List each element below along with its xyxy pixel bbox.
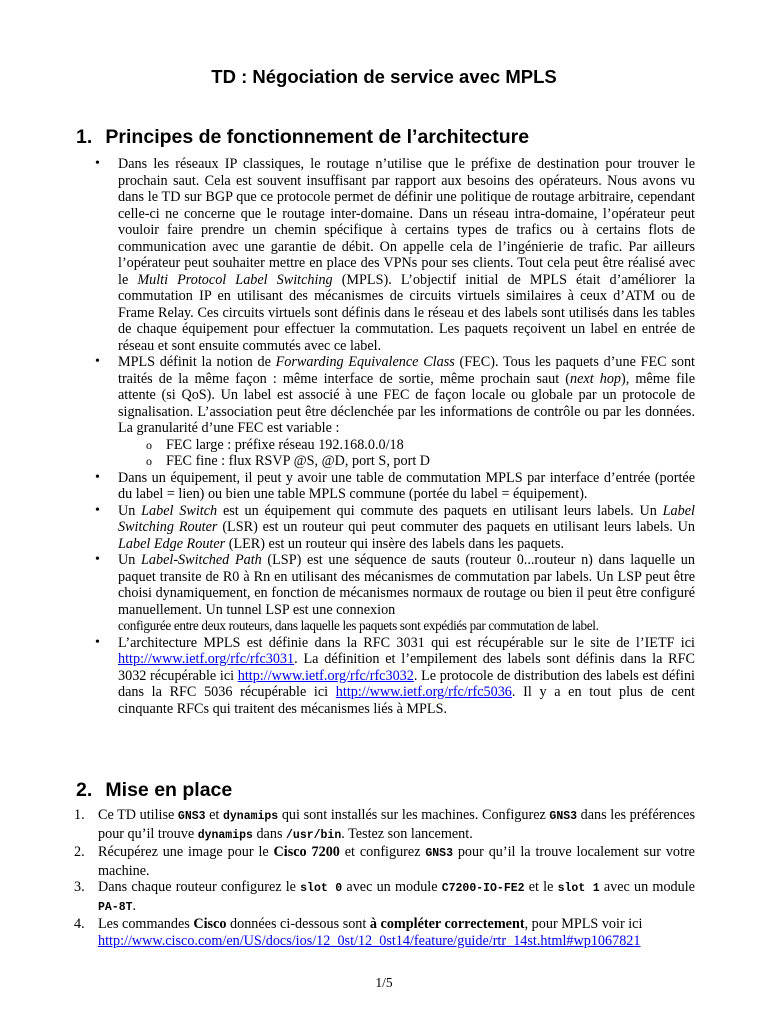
bold-text: à compléter correctement	[369, 916, 525, 932]
text: Un	[118, 552, 142, 568]
text: . Testez son lancement.	[341, 825, 473, 842]
text: Ce TD utilise	[98, 807, 178, 823]
section-1-heading	[76, 126, 716, 149]
section-1-number: 1.	[76, 126, 93, 148]
fec-sub-item: o FEC fine : flux RSVP @S, @D, port S, port D	[166, 453, 695, 470]
text: qui sont installés sur les machines. Configurez	[278, 807, 550, 823]
text: L’architecture MPLS est définie dans la RFC 3031 qui est récupérable sur le site de l’IETF ici	[118, 634, 695, 651]
text: (LER) est un routeur qui insère des labels dans les paquets.	[225, 535, 565, 552]
step-number: 3.	[74, 879, 85, 895]
text: .	[132, 897, 137, 914]
rfc3032-link[interactable]: http://www.ietf.org/rfc/rfc3032	[237, 667, 414, 684]
step-number: 2.	[74, 844, 85, 860]
bullet-intro	[118, 156, 695, 354]
bullet-lsp	[118, 552, 695, 635]
code: dynamips	[197, 828, 253, 842]
fec-sublist	[118, 437, 695, 470]
text: dans	[252, 825, 287, 842]
term-ler: Label Edge Router	[118, 535, 226, 552]
term-label-switch: Label Switch	[141, 502, 218, 519]
code: GNS3	[177, 810, 206, 823]
rfc5036-link[interactable]: http://www.ietf.org/rfc/rfc5036	[335, 684, 512, 700]
step-number: 4.	[74, 916, 85, 932]
step-item	[74, 844, 695, 879]
section-1-bullet-list	[118, 156, 695, 717]
text: Dans chaque routeur configurez le	[98, 879, 301, 895]
term-fec: Forwarding Equivalence Class	[275, 354, 455, 370]
text: Récupérez une image pour le	[98, 844, 274, 860]
section-1-title: Principes de fonctionnement de l’architecture	[105, 126, 530, 148]
step-item	[74, 807, 695, 844]
code: GNS3	[425, 847, 453, 860]
page-title: TD : Négociation de service avec MPLS	[211, 66, 557, 87]
step-item	[74, 879, 695, 916]
code: slot 1	[557, 882, 600, 895]
text: et configurez	[339, 844, 426, 860]
term-lsp: Label-Switched Path	[141, 552, 262, 568]
text: avec un module	[599, 879, 695, 895]
text: (MPLS). L’objectif initial de MPLS était d’améliorer la commutation IP en utilisant des mécanismes de circuits virtuels similaires à ceux d’ATM ou de Frame Relay. Ces circuits virtuels sont définis dans le réseau et des labels sont utilisés dans les tables de chaque équipement pour effectuer la commutation. Les paquets reçoivent un label en entrée de réseau et sont ensuite commutés avec ce label.	[118, 271, 695, 354]
text: configurée entre deux routeurs, dans laquelle les paquets sont expédiés par commutation de label.	[118, 618, 599, 633]
bullet-label-switch	[118, 503, 695, 553]
page-number: 1/5	[375, 975, 393, 990]
bold-text: Cisco 7200	[273, 844, 340, 860]
code: dynamips	[223, 810, 279, 823]
code: GNS3	[549, 810, 578, 823]
text: Dans les réseaux IP classiques, le routage n’utilise que le préfixe de destination pour trouver le prochain saut. Cela est souvent insuffisant par rapport aux besoins des opérateurs. Nous avons vu dans le TD sur BGP que ce protocole permet de définir une politique de routage arbitraire, cependant celle-ci ne concerne que le routage inter-domaine. Dans un réseau intra-domaine, l’opérateur peut vouloir faire prendre un chemin spécifique à certains types de trafics ou à certains flots de communication avec une garantie de débit. On appelle cela de l’ingénierie de trafic. Par ailleurs l’opérateur peut souhaiter mettre en place des VPNs pour ses clients. Tout cela peut être réalisé avec le	[118, 156, 695, 288]
text: avec un module	[342, 879, 442, 895]
text: pour qu’il la trouve localement sur votre machine.	[98, 844, 695, 879]
step-number: 1.	[74, 807, 85, 823]
text: Un	[118, 502, 142, 519]
code: C7200-IO-FE2	[441, 882, 525, 895]
code: /usr/bin	[286, 828, 342, 842]
cisco-mpls-link[interactable]: http://www.cisco.com/en/US/docs/ios/12_0st/12_0st14/feature/guide/rtr_14st.html#wp1067821	[98, 932, 641, 949]
text: est un équipement qui commute des paquets en utilisant leurs labels. Un	[217, 502, 663, 519]
step-item	[74, 916, 695, 949]
term-mpls: Multi Protocol Label Switching	[137, 271, 333, 288]
text: (FEC). Tous les paquets d’une FEC sont traités de la même façon : même interface de sortie, même prochain saut (	[118, 354, 695, 387]
code: PA-8T	[98, 900, 133, 914]
term-lsr: Label Switching Router	[118, 502, 695, 535]
text: et le	[524, 879, 558, 895]
text: dans les préférences pour qu’il trouve	[98, 807, 695, 842]
rfc3031-link[interactable]: http://www.ietf.org/rfc/rfc3031	[118, 651, 295, 667]
bullet-label-table: • Dans un équipement, il peut y avoir une table de commutation MPLS par interface d’entrée (portée du label = lien) ou bien une table MPLS commune (portée du label = équipement).	[118, 470, 695, 503]
text: , pour MPLS voir ici	[524, 916, 643, 932]
text: (LSP) est une séquence de sauts (routeur 0...routeur n) dans laquelle un paquet transite de R0 à Rn en utilisant des mécanismes de commutation par labels. Un LSP peut être choisi dynamiquement, en fonction de mécanismes normaux de routage ou bien il peut être configuré manuellement. Un tunnel LSP est une connexion	[118, 552, 695, 618]
section-2-number: 2.	[76, 779, 93, 801]
section-2-title: Mise en place	[105, 779, 233, 801]
bullet-rfc	[118, 635, 695, 718]
text: . Il y a en tout plus de cent cinquante RFCs qui traitent des mécanismes liés à MPLS.	[118, 684, 695, 717]
bullet-fec	[118, 354, 695, 470]
section-2-heading	[76, 779, 716, 802]
text: MPLS définit la notion de	[118, 354, 276, 370]
section-2-step-list	[74, 807, 695, 949]
text: données ci-dessous sont	[226, 916, 370, 932]
text: . Le protocole de distribution des labels est défini dans la RFC 5036 récupérable ici	[118, 667, 695, 700]
text: (LSR) est un routeur qui peut commuter des paquets en utilisant leurs labels. Un	[217, 519, 696, 535]
term-next-hop: next hop	[570, 370, 622, 387]
text: . La définition et l’empilement des labels sont définis dans la RFC 3032 récupérable ici	[118, 651, 695, 684]
text: et	[205, 807, 223, 823]
fec-sub-item: o FEC large : préfixe réseau 192.168.0.0/18	[166, 437, 695, 454]
text: Les commandes	[98, 916, 194, 932]
code: slot 0	[300, 882, 343, 895]
text: ), même file attente (si QoS). Un label est associé à une FEC de façon locale ou globale par un protocole de signalisation. L’association peut être déclenchée par les informations de contrôle ou par les données. La granularité d’une FEC est variable :	[118, 370, 696, 436]
bold-text: Cisco	[193, 916, 227, 932]
